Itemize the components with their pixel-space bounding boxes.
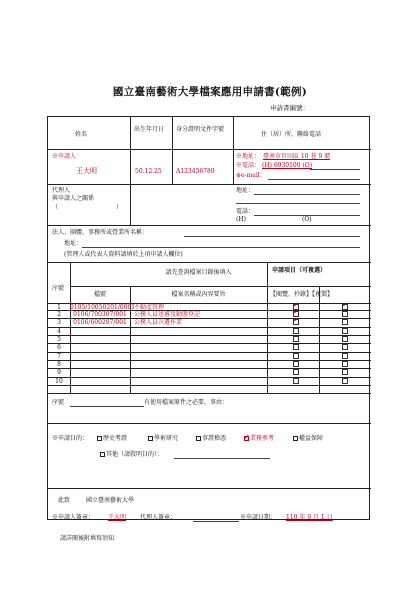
request-options: 【閱覽、抄錄】【複製】 (270, 291, 334, 298)
applicant-birth-date: 50.12.25 (135, 168, 162, 175)
reproduce-checkbox[interactable] (342, 336, 348, 342)
agent-sign-label: 代理人簽章： (140, 514, 177, 521)
row-seq: 7 (57, 353, 61, 360)
closing-org: 國立臺南藝術大學 (86, 497, 135, 504)
agent-relation-label: 與申請人之關係 (52, 195, 95, 202)
row-divider (48, 423, 371, 424)
reproduce-checkbox[interactable] (342, 344, 348, 350)
phone-o-line (310, 169, 360, 170)
row-divider (48, 385, 371, 386)
row-seq: 9 (57, 369, 61, 376)
applicant-sign-label: ※申請人簽章： (52, 514, 95, 521)
applicant-phone-label: ※電話： (236, 162, 261, 169)
purpose-checkbox[interactable] (293, 436, 298, 441)
view-copy-checkbox[interactable] (293, 328, 299, 334)
row-seq: 1 (57, 304, 61, 311)
purpose-option-label: 事證稽憑 (202, 435, 227, 442)
purpose-checkbox[interactable] (97, 436, 102, 441)
reproduce-checkbox[interactable] (342, 319, 348, 325)
purpose-option[interactable] (148, 435, 178, 443)
reproduce-checkbox[interactable] (342, 311, 348, 317)
org-note: (管理人或代表人資料請填於上項申請人欄位) (64, 251, 183, 258)
file-no-header: 檔號 (93, 291, 106, 298)
org-name-label: 法人、團體、事務所或營業所名稱： (52, 229, 149, 236)
birth-header: 出生年月日 (134, 126, 165, 133)
row-seq: 8 (57, 361, 61, 368)
purpose-checkbox[interactable] (196, 436, 201, 441)
row-divider (48, 335, 371, 336)
id-header: 身分證明文件字號 (176, 126, 225, 133)
applicant-email-label: ※e-mail： (236, 172, 266, 179)
check-mark-icon: ✓ (293, 301, 299, 309)
view-copy-checkbox[interactable] (293, 369, 299, 375)
file-name-header: 檔案名稱或內容要旨 (171, 291, 226, 298)
form-frame (47, 116, 370, 520)
closing-to: 此致 (58, 497, 71, 504)
applicant-label: ※申請人 (52, 153, 77, 160)
agent-label: 代理人 (52, 187, 71, 194)
applicant-sign-value: 王大明 (108, 514, 127, 521)
row-divider (48, 377, 371, 378)
row-seq: 2 (57, 311, 61, 318)
reproduce-checkbox[interactable] (342, 369, 348, 375)
applicant-id-number: A123456789 (176, 168, 215, 175)
check-mark-icon: ✓ (342, 301, 348, 309)
org-name-line (184, 236, 360, 237)
row-divider (48, 262, 371, 263)
purpose-option[interactable] (293, 435, 323, 443)
purpose-checkbox[interactable] (148, 436, 153, 441)
applicant-address-value: 臺南市官田區 10 巷 9 號 (263, 153, 331, 160)
reproduce-checkbox[interactable] (342, 353, 348, 359)
row-divider (48, 225, 371, 226)
footer-note: 請詳閱後附填寫須知 (60, 535, 115, 542)
col-divider (319, 286, 320, 393)
row-seq: 3 (57, 319, 61, 326)
purpose-other[interactable] (100, 451, 163, 459)
view-copy-checkbox[interactable] (293, 361, 299, 367)
check-mark-icon: ✓ (293, 308, 299, 316)
row-file-name: 公務人員送審及動態登記 (134, 311, 201, 318)
row-seq: 6 (57, 344, 61, 351)
agent-address-label: 地址： (236, 187, 255, 194)
col-divider (130, 117, 131, 225)
row-divider (48, 352, 371, 353)
agent-phone-o: (O) (302, 216, 312, 223)
agent-relation-open: （ (52, 204, 59, 211)
purpose-option[interactable] (244, 432, 275, 443)
purpose-other-label: 其他（請敘明目的）： (106, 451, 164, 458)
check-mark-icon: ✓ (293, 316, 299, 324)
reproduce-checkbox[interactable] (342, 328, 348, 334)
row-divider (48, 343, 371, 344)
purpose-option-label: 學術研究 (154, 435, 179, 442)
applicant-phone-value: (H) 6930100 (O) (262, 162, 313, 169)
agent-address-line2 (236, 203, 360, 204)
row-divider (48, 184, 371, 185)
col-divider (70, 262, 71, 393)
purpose-option-label: 業務參考 (250, 435, 275, 442)
row-divider (48, 488, 371, 489)
applicant-name: 王大明 (76, 167, 97, 175)
purpose-other-line (174, 458, 270, 459)
row-divider (48, 393, 371, 394)
agent-relation-close: ） (116, 204, 123, 211)
reason-prefix: 序號 (52, 399, 65, 406)
purpose-option[interactable] (97, 435, 127, 443)
col-divider (233, 117, 234, 184)
row-file-no: 0106/700307/001 (73, 311, 127, 318)
view-copy-checkbox[interactable] (293, 353, 299, 359)
view-copy-checkbox[interactable] (293, 336, 299, 342)
col-divider (172, 117, 173, 184)
purpose-label: ※申請目的： (52, 435, 89, 442)
row-divider (48, 327, 371, 328)
name-header: 姓名 (75, 131, 88, 138)
row-file-name: 不動產管理 (134, 304, 165, 311)
org-address-line (82, 247, 360, 248)
date-label: ※申請日期： (240, 514, 277, 521)
agent-phone-h: (H) (236, 216, 246, 223)
org-address-label: 地址： (64, 240, 83, 247)
reason-seq-line (70, 406, 144, 407)
email-line (268, 179, 360, 180)
row-divider (70, 286, 371, 287)
reproduce-checkbox[interactable] (342, 378, 348, 384)
row-seq: 5 (57, 336, 61, 343)
purpose-option-label: 歷史考證 (103, 435, 128, 442)
seq-header: 序號 (52, 285, 65, 292)
row-file-no: 0106/600207/001 (73, 319, 127, 326)
agent-address-line (254, 194, 360, 195)
applicant-address-label: ※地址： (236, 153, 261, 160)
purpose-option[interactable] (196, 435, 226, 443)
records-instruction: 請先查詢檔案目錄後填入 (165, 269, 232, 276)
row-file-no: 0105/10050201/0001 (70, 304, 136, 311)
application-number-label: 申請書編號： (270, 104, 309, 112)
date-value: 110 年 9 月 1 日 (286, 514, 333, 521)
row-divider (48, 368, 371, 369)
check-mark-icon: ✓ (244, 432, 250, 441)
reason-suffix: 有使用檔案原件之必要，事由： (144, 399, 229, 406)
row-file-name: 公務人員升遷作業 (134, 319, 183, 326)
view-copy-checkbox[interactable] (293, 344, 299, 350)
reproduce-checkbox[interactable] (342, 361, 348, 367)
col-divider (267, 262, 268, 393)
purpose-option-label: 權益保障 (299, 435, 324, 442)
agent-sign-line (193, 521, 239, 522)
view-copy-checkbox[interactable] (293, 378, 299, 384)
row-seq: 4 (57, 328, 61, 335)
col-divider (130, 286, 131, 393)
row-divider (48, 360, 371, 361)
agent-phone-label: 電話： (236, 208, 255, 215)
other-checkbox[interactable] (100, 452, 105, 457)
request-header: 申請項目（可複選） (272, 267, 327, 274)
address-header: 住（居）所、聯絡電話 (261, 131, 322, 138)
row-seq: 10 (55, 378, 63, 385)
row-divider (48, 149, 371, 150)
purpose-checkbox[interactable] (244, 432, 250, 441)
form-title: 國立臺南藝術大學檔案應用申請書(範例) (112, 86, 308, 98)
